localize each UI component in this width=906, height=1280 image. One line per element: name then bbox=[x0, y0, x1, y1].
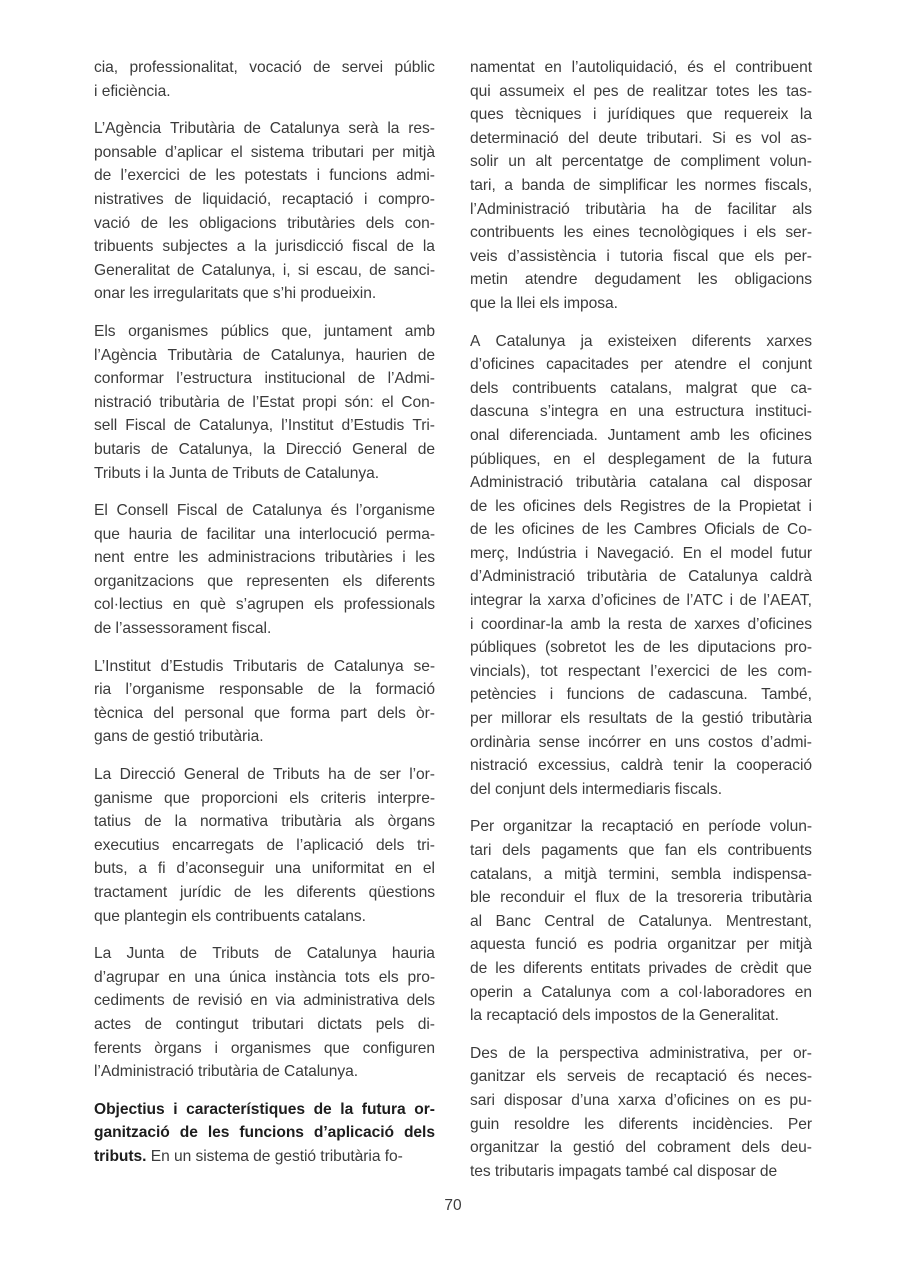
text-line: tractament jurídic de les diferents qüestions bbox=[94, 884, 435, 901]
text-line: de les diferents entitats privades de crèdit que bbox=[470, 959, 812, 977]
text-line: públiques, en el desplegament de la futura bbox=[470, 450, 812, 468]
text-line: veis d’assistència i tutoria fiscal que els per- bbox=[470, 247, 812, 265]
paragraph bbox=[470, 56, 812, 316]
text-line: namentat en l’autoliquidació, és el contribuent bbox=[470, 59, 812, 76]
text-line: petències i funcions de cadascuna. També, bbox=[470, 686, 812, 704]
text-line: executius encarregats de l’aplicació dels tri- bbox=[94, 836, 435, 854]
paragraph bbox=[94, 320, 435, 485]
text-line bbox=[94, 1145, 435, 1169]
paragraph bbox=[94, 499, 435, 641]
text-line: buts, a fi d’aconseguir una uniformitat en el bbox=[94, 860, 435, 878]
text-line: Administració tributària catalana cal disposar bbox=[470, 474, 812, 492]
text-line: i coordinar-la amb la resta de xarxes d’oficines bbox=[470, 615, 812, 633]
text-line: dels contribuents catalans, malgrat que ca- bbox=[470, 379, 812, 397]
paragraph bbox=[470, 330, 812, 802]
text-line: ble reconduir el flux de la tresoreria tributària bbox=[470, 889, 812, 907]
text-line: Tributs i la Junta de Tributs de Catalunya. bbox=[94, 464, 380, 482]
text-line: que plantegin els contribuents catalans. bbox=[94, 907, 366, 925]
text-line: cia, professionalitat, vocació de servei públic bbox=[94, 59, 435, 76]
text-line: metin atendre degudament les obligacions bbox=[470, 271, 812, 289]
text-line: públiques (sobretot les de les diputacions pro- bbox=[470, 639, 812, 657]
text-line: determinació del deute tributari. Si es vol as- bbox=[470, 129, 812, 147]
text-line: que hauria de facilitar una interlocució perma- bbox=[94, 525, 435, 543]
text-line: ria l’organisme responsable de la formació bbox=[94, 681, 435, 699]
paragraph bbox=[470, 1042, 812, 1184]
text-line: cediments de revisió en via administrativa dels bbox=[94, 992, 435, 1010]
text-line: sari disposar d’una xarxa d’oficines on es pu- bbox=[470, 1091, 812, 1109]
text-line: d’Administració tributària de Catalunya caldrà bbox=[470, 568, 812, 586]
text-line: gans de gestió tributària. bbox=[94, 728, 264, 746]
body-run: En un sistema de gestió tributària fo- bbox=[146, 1147, 403, 1165]
paragraph bbox=[94, 117, 435, 306]
text-line: solir un alt percentatge de compliment volun- bbox=[470, 153, 812, 171]
text-line: operin a Catalunya com a col·laboradores en bbox=[470, 983, 812, 1001]
text-line: Generalitat de Catalunya, i, si escau, de sanci- bbox=[94, 261, 435, 279]
text-line: d’oficines capacitades per atendre el conjunt bbox=[470, 356, 812, 374]
paragraph bbox=[94, 942, 435, 1084]
text-line: organitzacions que representen els diferents bbox=[94, 572, 435, 590]
text-line: La Direcció General de Tributs ha de ser l’or- bbox=[94, 766, 435, 784]
text-line: al Banc Central de Catalunya. Mentrestant, bbox=[470, 912, 812, 930]
text-line: tribuents subjectes a la jurisdicció fiscal de la bbox=[94, 238, 435, 256]
text-line: nistració tributària de l’Estat propi són: el Con- bbox=[94, 393, 435, 411]
page-number: 70 bbox=[444, 1197, 462, 1214]
text-line: tari dels pagaments que fan els contribuents bbox=[470, 842, 812, 859]
text-line: integrar la xarxa d’oficines de l’ATC i de l’AEAT, bbox=[470, 592, 812, 610]
text-line: i eficiència. bbox=[94, 82, 171, 100]
text-line: ganitzar els serveis de recaptació és neces- bbox=[470, 1068, 812, 1086]
heading-run: tributs. bbox=[94, 1147, 147, 1165]
text-line: catalans, a mitjà termini, sembla indispensa- bbox=[470, 865, 812, 883]
text-line: nistratives de liquidació, recaptació i compro- bbox=[94, 190, 435, 208]
text-line: onar les irregularitats que s’hi produeixin. bbox=[94, 285, 377, 303]
text-line: ordinària sense incórrer en uns costos d’admi- bbox=[470, 733, 812, 751]
text-line: que la llei els imposa. bbox=[470, 294, 618, 312]
text-line: del conjunt dels intermediaris fiscals. bbox=[470, 780, 722, 798]
text-line: la recaptació dels impostos de la Generalitat. bbox=[470, 1007, 779, 1025]
text-line: ganització de les funcions d’aplicació dels bbox=[94, 1124, 435, 1142]
text-line: de les oficines de les Cambres Oficials de Co- bbox=[470, 521, 812, 539]
text-line: de l’assessorament fiscal. bbox=[94, 620, 272, 638]
text-line: tari, a banda de simplificar les normes fiscals, bbox=[470, 176, 812, 194]
paragraph bbox=[94, 763, 435, 928]
text-line: ferents òrgans i organismes que configuren bbox=[94, 1039, 435, 1057]
right-column bbox=[470, 56, 812, 1197]
text-line: de l’exercici de les potestats i funcions admi- bbox=[94, 167, 435, 185]
text-line: sell Fiscal de Catalunya, l’Institut d’Estudis Tri- bbox=[94, 417, 435, 435]
text-line: ques tècniques i jurídiques que requereix la bbox=[470, 106, 812, 124]
text-line: butaris de Catalunya, la Direcció General de bbox=[94, 440, 435, 458]
text-line: per millorar els resultats de la gestió tributària bbox=[470, 710, 812, 728]
text-line: contribuents les eines tecnològiques i els ser- bbox=[470, 224, 812, 242]
text-line: ponsable d’aplicar el sistema tributari per mitjà bbox=[94, 143, 435, 161]
page-columns bbox=[94, 56, 812, 1197]
text-line: La Junta de Tributs de Catalunya hauria bbox=[94, 945, 435, 963]
text-line: d’agrupar en una única instància tots els pro- bbox=[94, 968, 435, 986]
text-line: Des de la perspectiva administrativa, per or- bbox=[470, 1044, 812, 1062]
text-line: Els organismes públics que, juntament amb bbox=[94, 322, 435, 340]
text-line: de les oficines dels Registres de la Propietat i bbox=[470, 497, 812, 515]
text-line: nent entre les administracions tributàries i les bbox=[94, 549, 435, 567]
text-line: qui assumeix el pes de realitzar totes les tas- bbox=[470, 82, 812, 100]
text-line: nistració excessius, caldrà tenir la cooperació bbox=[470, 757, 812, 775]
text-line: guin resoldre les diferents incidències. Per bbox=[470, 1115, 812, 1133]
paragraph bbox=[94, 655, 435, 749]
text-line: l’Agència Tributària de Catalunya, haurien de bbox=[94, 346, 435, 364]
text-line: tes tributaris impagats també cal disposar de bbox=[470, 1162, 778, 1180]
text-line: tatius de la normativa tributària als òrgans bbox=[94, 813, 435, 831]
text-line: ganisme que proporcioni els criteris interpre- bbox=[94, 789, 435, 807]
text-line: tècnica del personal que forma part dels òr- bbox=[94, 704, 435, 722]
text-line: Per organitzar la recaptació en període volun- bbox=[470, 818, 812, 836]
text-line: l’Administració tributària ha de facilitar als bbox=[470, 200, 812, 218]
text-line: vincials), tot respectant l’exercici de les com- bbox=[470, 662, 812, 680]
text-line: conformar l’estructura institucional de l’Admi- bbox=[94, 370, 435, 388]
text-line: organitzar la gestió del cobrament dels deu- bbox=[470, 1139, 812, 1157]
text-line: L’Agència Tributària de Catalunya serà la res- bbox=[94, 120, 435, 138]
text-line: onal diferenciada. Juntament amb les oficines bbox=[470, 426, 812, 444]
text-line: aquesta funció es podria organitzar per mitjà bbox=[470, 936, 812, 954]
text-line: merç, Indústria i Navegació. En el model futur bbox=[470, 544, 812, 562]
paragraph bbox=[94, 56, 435, 103]
section-heading-paragraph bbox=[94, 1098, 435, 1169]
text-line: El Consell Fiscal de Catalunya és l’organisme bbox=[94, 502, 435, 520]
text-line: vació de les obligacions tributàries dels con- bbox=[94, 214, 435, 232]
paragraph bbox=[470, 815, 812, 1027]
text-line: actes de contingut tributari dictats pels di- bbox=[94, 1015, 435, 1033]
text-line: Objectius i característiques de la futura or- bbox=[94, 1100, 435, 1118]
left-column bbox=[94, 56, 435, 1197]
text-line: A Catalunya ja existeixen diferents xarxes bbox=[470, 332, 812, 350]
text-line: dascuna s’integra en una estructura instituci- bbox=[470, 403, 812, 421]
text-line: l’Administració tributària de Catalunya. bbox=[94, 1063, 359, 1081]
text-line: col·lectius en què s’agrupen els professionals bbox=[94, 596, 435, 614]
text-line: L’Institut d’Estudis Tributaris de Catalunya se- bbox=[94, 657, 435, 675]
